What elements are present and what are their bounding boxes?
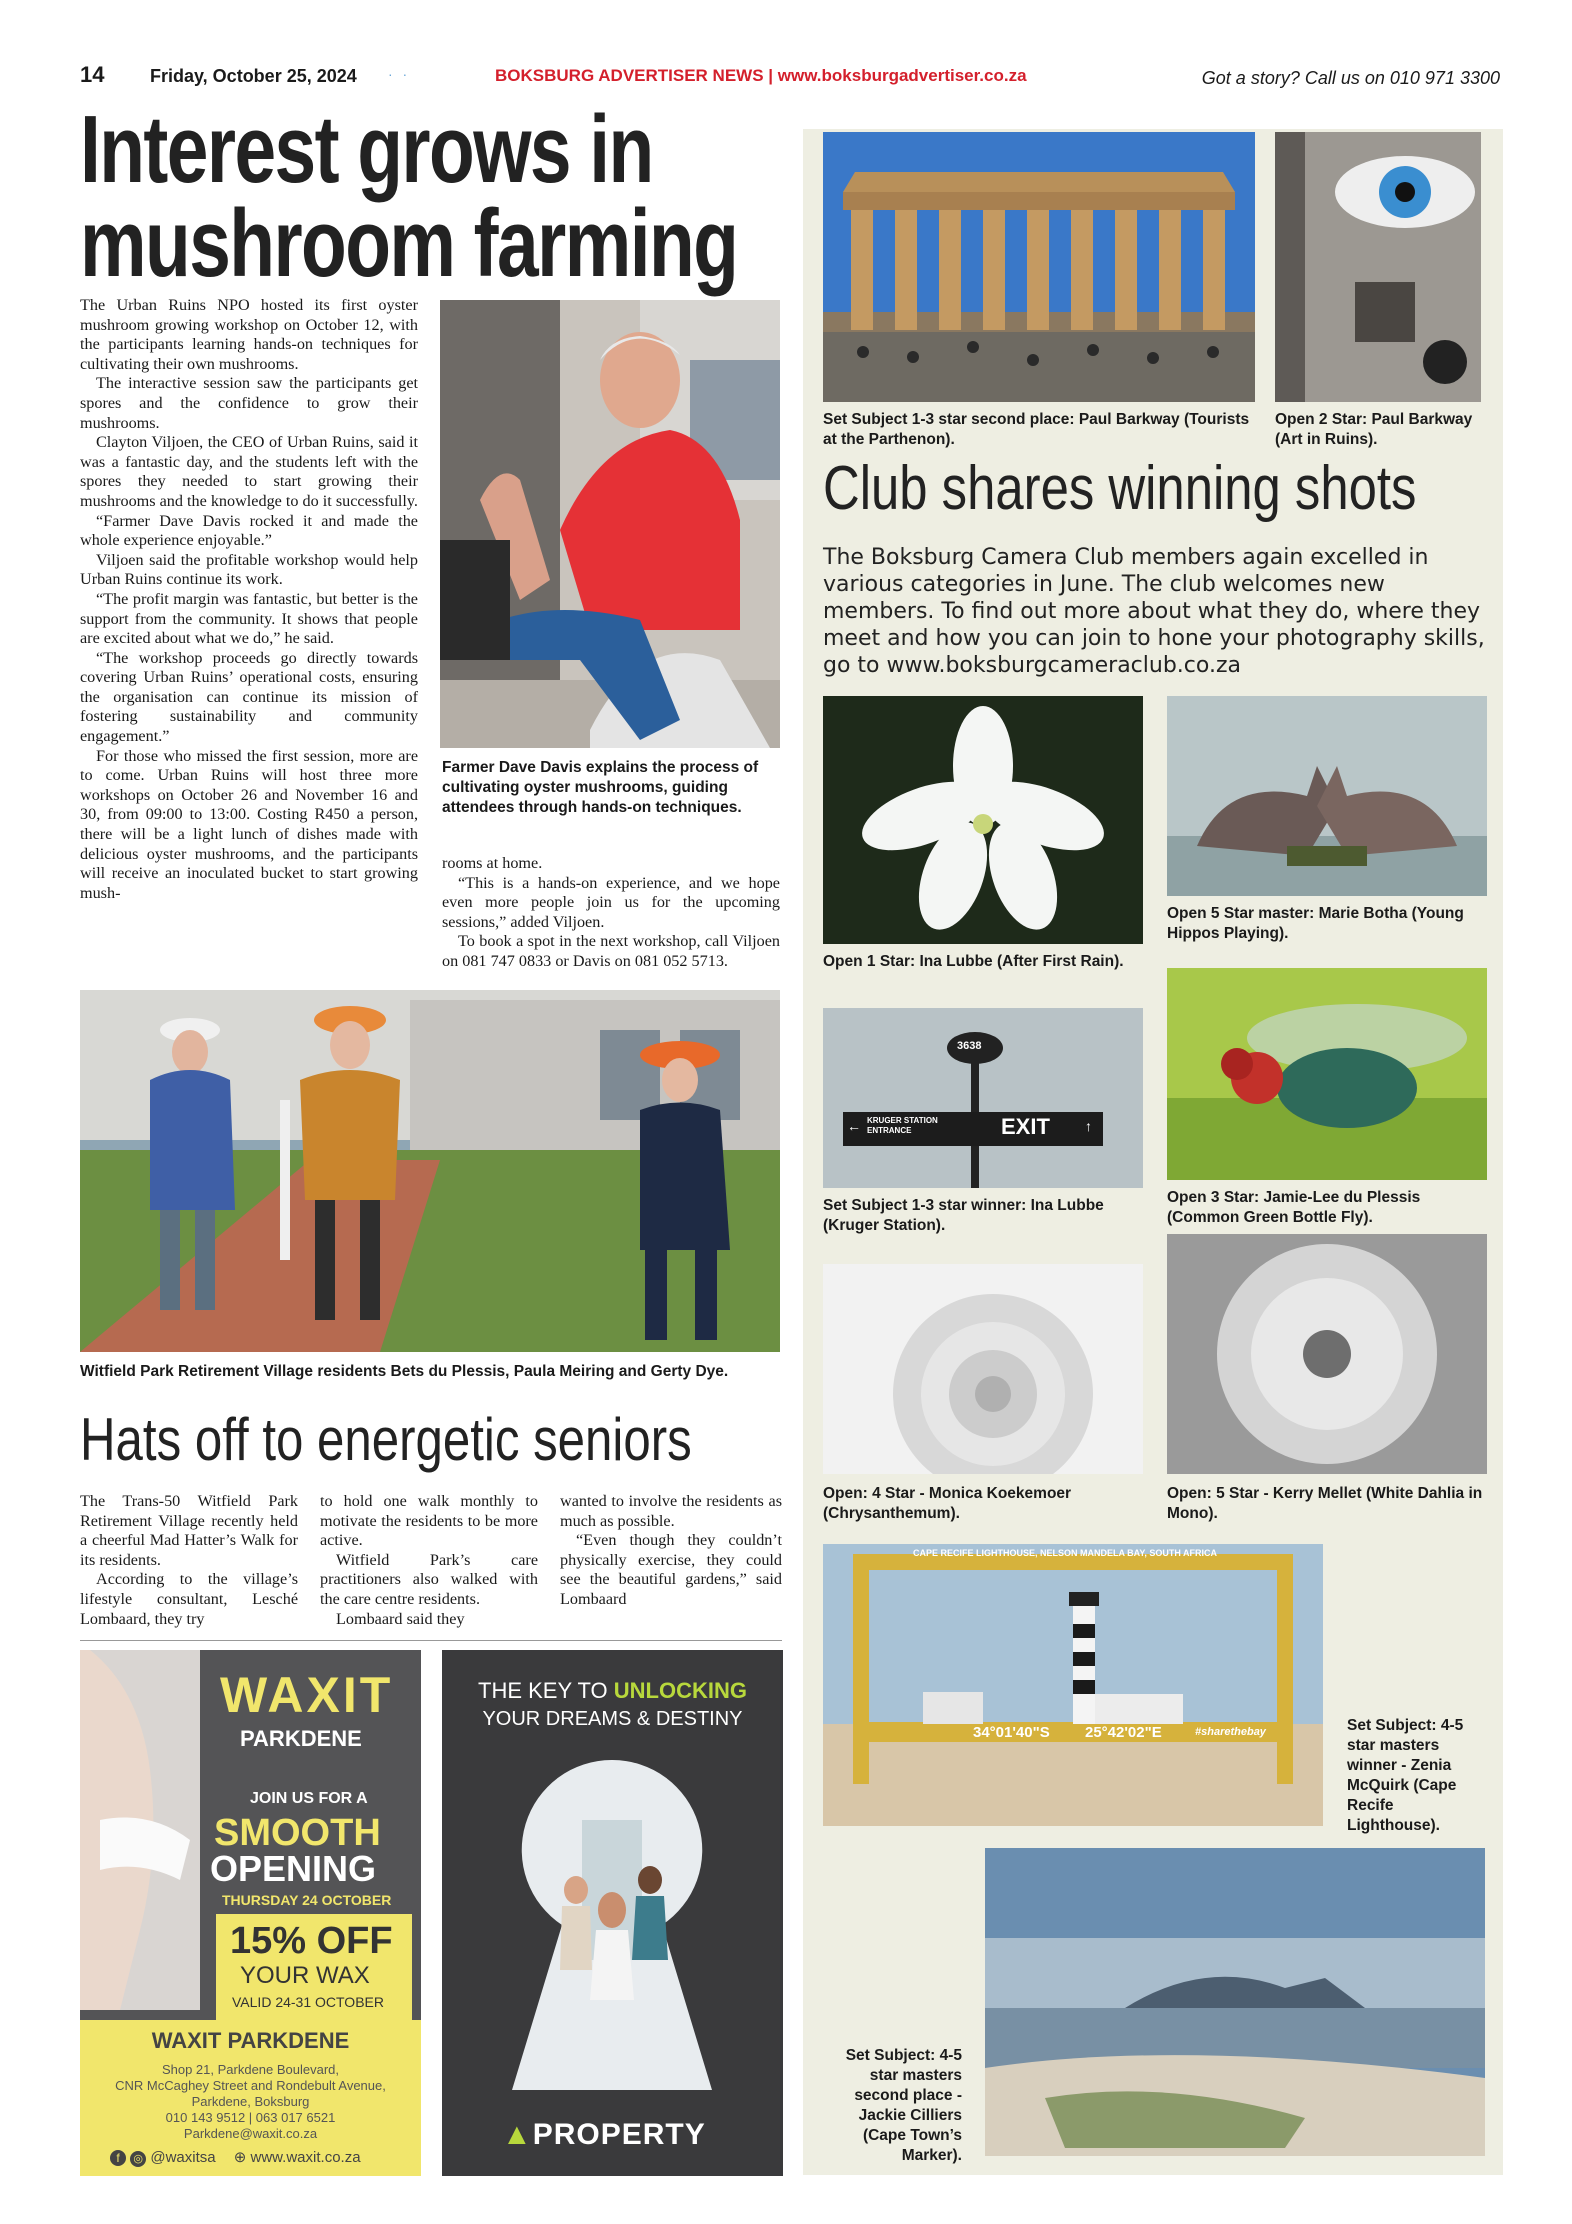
arrow-left-icon: ← [847, 1118, 861, 1134]
property-brand [502, 2118, 706, 2152]
article1-column-1 [80, 296, 418, 903]
waxit-offer-box [216, 1914, 412, 2020]
paragraph: Witfield Park’s care practitioners also walked with the care centre residents. [320, 1550, 538, 1608]
paragraph: “Even though they couldn’t physically exercise, they could see the beautiful gardens,” said Lombaard [560, 1531, 782, 1608]
waxit-valid: VALID 24-31 OCTOBER [232, 1994, 384, 2010]
paragraph: Lombaard said they [336, 1609, 465, 1628]
masthead: BOKSBURG ADVERTISER NEWS | www.boksburgadvertiser.co.za [495, 66, 1027, 85]
kruger-sign-text: ENTRANCE [867, 1126, 912, 1135]
address-line: CNR McCaghey Street and Rondebult Avenue, [115, 2078, 386, 2093]
keyhole-graphic [512, 1760, 712, 2090]
paragraph: Clayton Viljoen, the CEO of Urban Ruins, said it was a fantastic day, and the students left with the spores they needed to start growing their mushrooms and the knowledge to do it successfully. [80, 433, 418, 510]
club-headline: Club shares winning shots [823, 454, 1417, 523]
paragraph: “Farmer Dave Davis rocked it and made the whole experience enjoyable.” [80, 511, 418, 550]
kruger-caption: Set Subject 1-3 star winner: Ina Lubbe (Kruger Station). [823, 1197, 1104, 1234]
email-address: Parkdene@waxit.co.za [183, 2126, 318, 2141]
paragraph: wanted to involve the residents as much as possible. [560, 1492, 782, 1530]
paragraph: For those who missed the first session, more are to come. Urban Ruins will host three more workshops on October 26 and November 16 and 30, from 09:00 to 13:00. Costing R450 a person, there will be a light lunch of dishes made with delicious oyster mushrooms, and the participants will receive an inoculated bucket to start growing mush- [80, 746, 418, 902]
lighthouse-sign-lat: 34°01'40"S [973, 1724, 1050, 1741]
chrysanthemum-photo [823, 1264, 1143, 1474]
paragraph: to hold one walk monthly to motivate the residents to be more active. [320, 1492, 538, 1550]
waxit-opening: OPENING [210, 1848, 377, 1889]
waxit-offer-sub: YOUR WAX [240, 1962, 370, 1989]
waxit-brand: WAXIT [220, 1667, 394, 1723]
art-in-ruins-photo [1275, 132, 1481, 402]
cape-town-caption: Set Subject: 4-5 star masters second place - Jackie Cilliers (Cape Town’s Marker). [845, 2047, 962, 2164]
lighthouse-sign-lon: 25°42'02"E [1085, 1724, 1162, 1741]
paragraph: The Trans-50 Witfield Park Retirement Village recently held a cheerful Mad Hatter’s Walk for its residents. [80, 1492, 298, 1569]
phone-numbers: 010 143 9512 | 063 017 6521 [165, 2110, 336, 2125]
section-divider [80, 1640, 782, 1641]
seniors-headline: Hats off to energetic seniors [80, 1406, 692, 1473]
kruger-sign-exit: EXIT [1001, 1114, 1050, 1139]
hippos-photo [1167, 696, 1487, 896]
paragraph: To book a spot in the next workshop, call Viljoen on 081 747 0833 or Davis on 081 052 5713. [442, 932, 780, 970]
hippos-caption: Open 5 Star master: Marie Botha (Young Hippos Playing). [1167, 905, 1464, 942]
header-dots: · · [388, 66, 411, 82]
lily-photo [823, 696, 1143, 944]
issue-date: Friday, October 25, 2024 [150, 66, 357, 86]
chrysanthemum-caption: Open: 4 Star - Monica Koekemoer (Chrysanthemum). [823, 1485, 1072, 1522]
parthenon-caption: Set Subject 1-3 star second place: Paul Barkway (Tourists at the Parthenon). [823, 411, 1250, 448]
unlocking-text: UNLOCKING [613, 1678, 747, 1703]
fly-caption: Open 3 Star: Jamie-Lee du Plessis (Common Green Bottle Fly). [1167, 1189, 1421, 1226]
kruger-sign-left [867, 1116, 938, 1136]
cape-town-photo [985, 1848, 1485, 2156]
property-brand-text: PROPERTY [532, 2118, 706, 2151]
waxit-offer: 15% OFF [230, 1920, 393, 1962]
call-line: Got a story? Call us on 010 971 3300 [1201, 68, 1500, 88]
dave-davis-photo [440, 300, 780, 748]
article1-column-2 [442, 854, 780, 972]
dahlia-caption: Open: 5 Star - Kerry Mellet (White Dahlia in Mono). [1167, 1485, 1483, 1522]
kruger-sign-number: 3638 [957, 1040, 982, 1052]
waxit-address [80, 2062, 421, 2142]
seniors-walk-photo [80, 990, 780, 1352]
social-handle: @waxitsa [150, 2149, 216, 2166]
instagram-icon: ◎ [130, 2151, 146, 2167]
facebook-icon: f [110, 2150, 126, 2166]
paragraph: “The workshop proceeds go directly towards covering Urban Ruins’ operational costs, ensuring the organisation can continue its mission of fostering sustainability and community engagement.” [80, 648, 418, 746]
article2-column-3 [560, 1492, 782, 1610]
waxit-location: PARKDENE [240, 1726, 362, 1751]
address-line: Parkdene, Boksburg [191, 2094, 310, 2109]
waxit-social-row [110, 2148, 361, 2167]
parthenon-photo [823, 132, 1255, 402]
kruger-station-photo [823, 1008, 1143, 1188]
waxit-footer-title: WAXIT PARKDENE [151, 2028, 350, 2053]
page-number: 14 [80, 62, 105, 87]
waxit-date: THURSDAY 24 OCTOBER [222, 1892, 392, 1908]
lighthouse-photo [823, 1544, 1323, 1826]
waxit-advert[interactable] [80, 1650, 421, 2176]
lighthouse-caption: Set Subject: 4-5 star masters winner - Zenia McQuirk (Cape Recife Lighthouse). [1347, 1717, 1464, 1834]
waxit-website: www.waxit.co.za [250, 2149, 361, 2166]
property-line2: YOUR DREAMS & DESTINY [482, 1708, 743, 1730]
property-logo-icon: ▲ [502, 2118, 533, 2151]
paragraph: According to the village’s lifestyle consultant, Lesché Lombaard, they try [80, 1570, 298, 1628]
waxit-smooth: SMOOTH [214, 1812, 381, 1854]
model-figure [80, 1650, 200, 2010]
waxit-join: JOIN US FOR A [250, 1790, 368, 1807]
paragraph: rooms at home. [442, 854, 543, 872]
paragraph: “The profit margin was fantastic, but better is the support from the community. It shows that people are excited about what we do,” he said. [80, 589, 418, 648]
art-in-ruins-caption: Open 2 Star: Paul Barkway (Art in Ruins). [1275, 411, 1473, 448]
lighthouse-sign-top: CAPE RECIFE LIGHTHOUSE, NELSON MANDELA BAY, SOUTH AFRICA [913, 1548, 1218, 1558]
paragraph: “This is a hands-on experience, and we hope even more people join us for the upcoming sessions,” added Viljoen. [442, 873, 780, 931]
headline-line-1: Interest grows in [80, 96, 653, 203]
fly-photo [1167, 968, 1487, 1180]
property-line1 [442, 1678, 783, 1704]
headline-line-2: mushroom farming [80, 190, 738, 297]
dahlia-photo [1167, 1234, 1487, 1474]
paragraph: Viljoen said the profitable workshop would help Urban Ruins continue its work. [80, 550, 418, 589]
kruger-sign-text: KRUGER STATION [867, 1116, 938, 1125]
lighthouse-sign-tag: #sharethebay [1195, 1726, 1266, 1738]
paragraph: The Urban Ruins NPO hosted its first oyster mushroom growing workshop on October 12, with the participants learning hands-on techniques for cultivating their own mushrooms. [80, 296, 418, 373]
dave-davis-caption: Farmer Dave Davis explains the process of cultivating oyster mushrooms, guiding attendees through hands-on techniques. [442, 759, 759, 816]
property-advert[interactable] [442, 1650, 783, 2176]
club-intro: The Boksburg Camera Club members again excelled in various categories in June. The club welcomes new members. To find out more about what they do, where they meet and how you can join to hone your photography skills, go to www.boksburgcameraclub.co.za [823, 545, 1485, 678]
lily-caption: Open 1 Star: Ina Lubbe (After First Rain). [823, 953, 1124, 970]
key-text: THE KEY TO [478, 1678, 608, 1703]
address-line: Shop 21, Parkdene Boulevard, [161, 2062, 340, 2077]
paragraph: The interactive session saw the participants get spores and the confidence to grow their mushrooms. [80, 374, 418, 432]
article2-column-1 [80, 1492, 298, 1629]
seniors-caption: Witfield Park Retirement Village residents Bets du Plessis, Paula Meiring and Gerty Dye. [80, 1363, 729, 1380]
waxit-footer [80, 2020, 421, 2176]
article2-column-2 [320, 1492, 538, 1629]
globe-icon: ⊕ [233, 2149, 247, 2166]
arrow-up-icon: ↑ [1085, 1118, 1092, 1134]
